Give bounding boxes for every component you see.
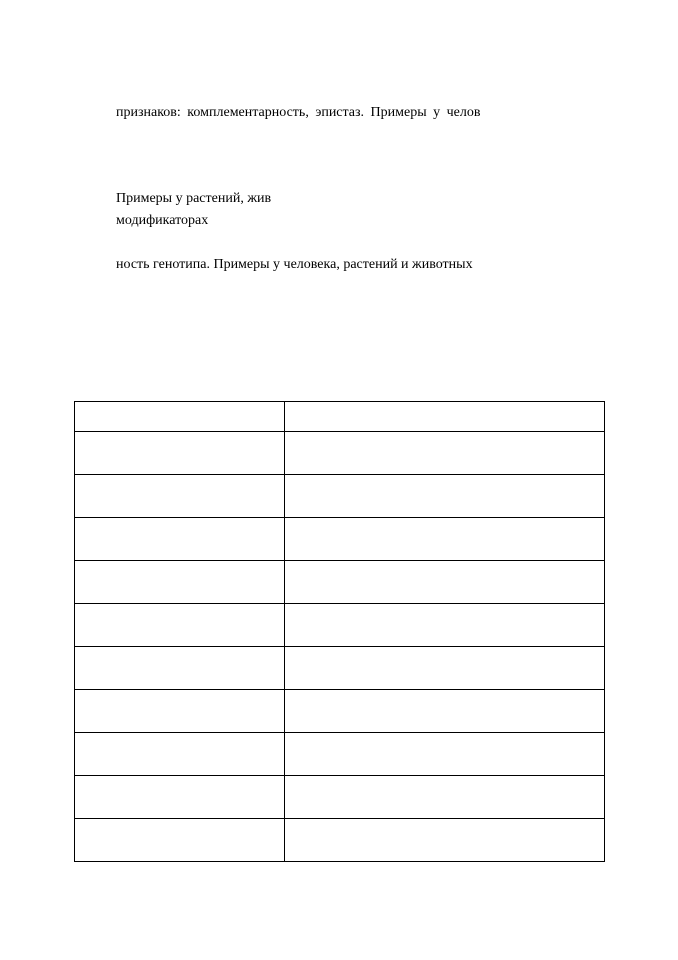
table-row [75,647,605,690]
table-cell [75,402,285,432]
table-cell [75,690,285,733]
text-line-3: модификаторах [116,213,209,228]
table-cell [75,647,285,690]
table-row [75,475,605,518]
text-line-4: ность генотипа. Примеры у человека, растений и животных [116,257,473,272]
table-cell [75,561,285,604]
table-cell [75,432,285,475]
table-cell [75,819,285,862]
table-cell [285,819,605,862]
table-row [75,518,605,561]
table-cell [75,776,285,819]
table-cell [285,604,605,647]
text-line-1: признаков: комплементарность, эпистаз. Примеры у челов [116,105,481,120]
table-cell [75,475,285,518]
table-row [75,402,605,432]
empty-table [74,401,605,862]
table-cell [285,647,605,690]
table-row [75,432,605,475]
table-cell [285,518,605,561]
table-cell [285,776,605,819]
table-cell [285,475,605,518]
text-line-2: Примеры у растений, жив [116,191,272,206]
table-row [75,819,605,862]
table-cell [285,690,605,733]
table-row [75,733,605,776]
table-row [75,690,605,733]
table-row [75,776,605,819]
table-cell [285,402,605,432]
table-cell [285,561,605,604]
table-row [75,561,605,604]
table-cell [75,733,285,776]
table-cell [75,518,285,561]
table-cell [75,604,285,647]
table-cell [285,733,605,776]
table-cell [285,432,605,475]
table-row [75,604,605,647]
